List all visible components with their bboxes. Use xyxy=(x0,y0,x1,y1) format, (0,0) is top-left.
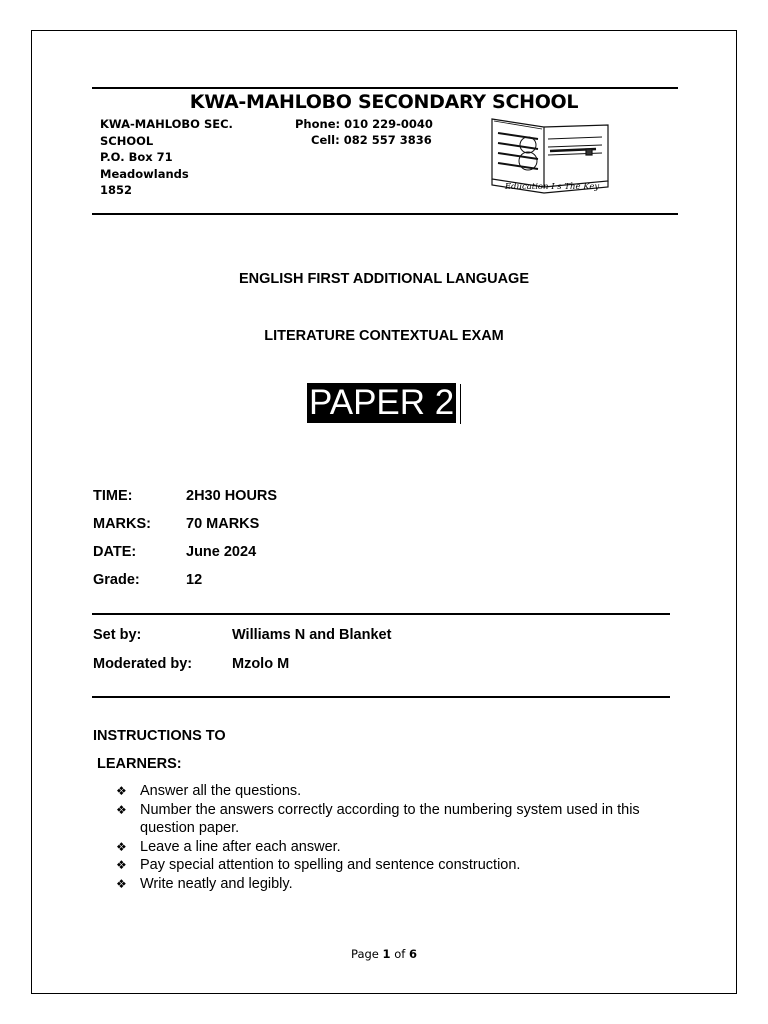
divider-line xyxy=(92,696,670,698)
instructions-heading-cont: LEARNERS: xyxy=(97,756,182,772)
moderated-by-value: Mzolo M xyxy=(232,656,290,672)
address-line: 1852 xyxy=(100,183,133,197)
instruction-list xyxy=(116,782,686,893)
header-bottom-rule xyxy=(92,213,678,215)
diamond-bullet-icon: ❖ xyxy=(116,802,127,817)
address-line: KWA-MAHLOBO SEC. xyxy=(100,117,233,131)
current-page: 1 xyxy=(382,947,391,961)
instructions-heading: INSTRUCTIONS TO xyxy=(93,728,226,744)
date-label: DATE: xyxy=(93,544,137,560)
diamond-bullet-icon: ❖ xyxy=(116,839,127,854)
list-item xyxy=(116,801,686,838)
text-cursor xyxy=(460,384,461,424)
diamond-bullet-icon: ❖ xyxy=(116,876,127,891)
set-by-value: Williams N and Blanket xyxy=(232,627,392,643)
logo-caption: Education I s The Key xyxy=(504,182,600,192)
diamond-bullet-icon: ❖ xyxy=(116,858,127,872)
total-pages: 6 xyxy=(408,947,417,961)
marks-label: MARKS: xyxy=(93,516,151,532)
grade-label: Grade: xyxy=(93,572,140,588)
footer-middle: of xyxy=(390,947,409,961)
list-item xyxy=(116,856,686,875)
paper-number: PAPER 2 xyxy=(309,383,455,422)
instruction-text: Answer all the questions. xyxy=(140,783,302,799)
diamond-bullet-icon: ❖ xyxy=(116,784,127,798)
list-item xyxy=(116,875,686,894)
divider-line xyxy=(92,613,670,615)
footer-prefix: Page xyxy=(351,947,383,961)
address-line: SCHOOL xyxy=(100,133,154,148)
page-footer xyxy=(0,947,768,961)
date-value: June 2024 xyxy=(186,544,257,560)
instruction-text: Number the answers correctly according to the numbering system used in this question paper. xyxy=(140,801,640,836)
address-line: P.O. Box 71 xyxy=(100,150,173,164)
phone-number: Phone: 010 229-0040 xyxy=(295,117,433,131)
time-value: 2H30 HOURS xyxy=(186,488,278,504)
school-name: KWA-MAHLOBO SECONDARY SCHOOL xyxy=(189,91,579,113)
set-by-label: Set by: xyxy=(93,627,142,643)
instruction-text: Pay special attention to spelling and sentence construction. xyxy=(140,857,521,873)
marks-value: 70 MARKS xyxy=(186,516,260,532)
cell-number: Cell: 082 557 3836 xyxy=(311,133,432,147)
time-label: TIME: xyxy=(93,488,133,504)
exam-title: LITERATURE CONTEXTUAL EXAM xyxy=(264,328,504,344)
subject-title: ENGLISH FIRST ADDITIONAL LANGUAGE xyxy=(239,271,529,287)
school-address xyxy=(100,116,233,199)
instruction-text: Leave a line after each answer. xyxy=(140,838,341,855)
address-line: Meadowlands xyxy=(100,166,189,181)
grade-value: 12 xyxy=(186,572,203,588)
header-top-rule xyxy=(92,87,678,89)
list-item xyxy=(116,838,686,857)
moderated-by-label: Moderated by: xyxy=(93,656,193,672)
list-item xyxy=(116,782,686,801)
instruction-text: Write neatly and legibly. xyxy=(140,875,293,892)
